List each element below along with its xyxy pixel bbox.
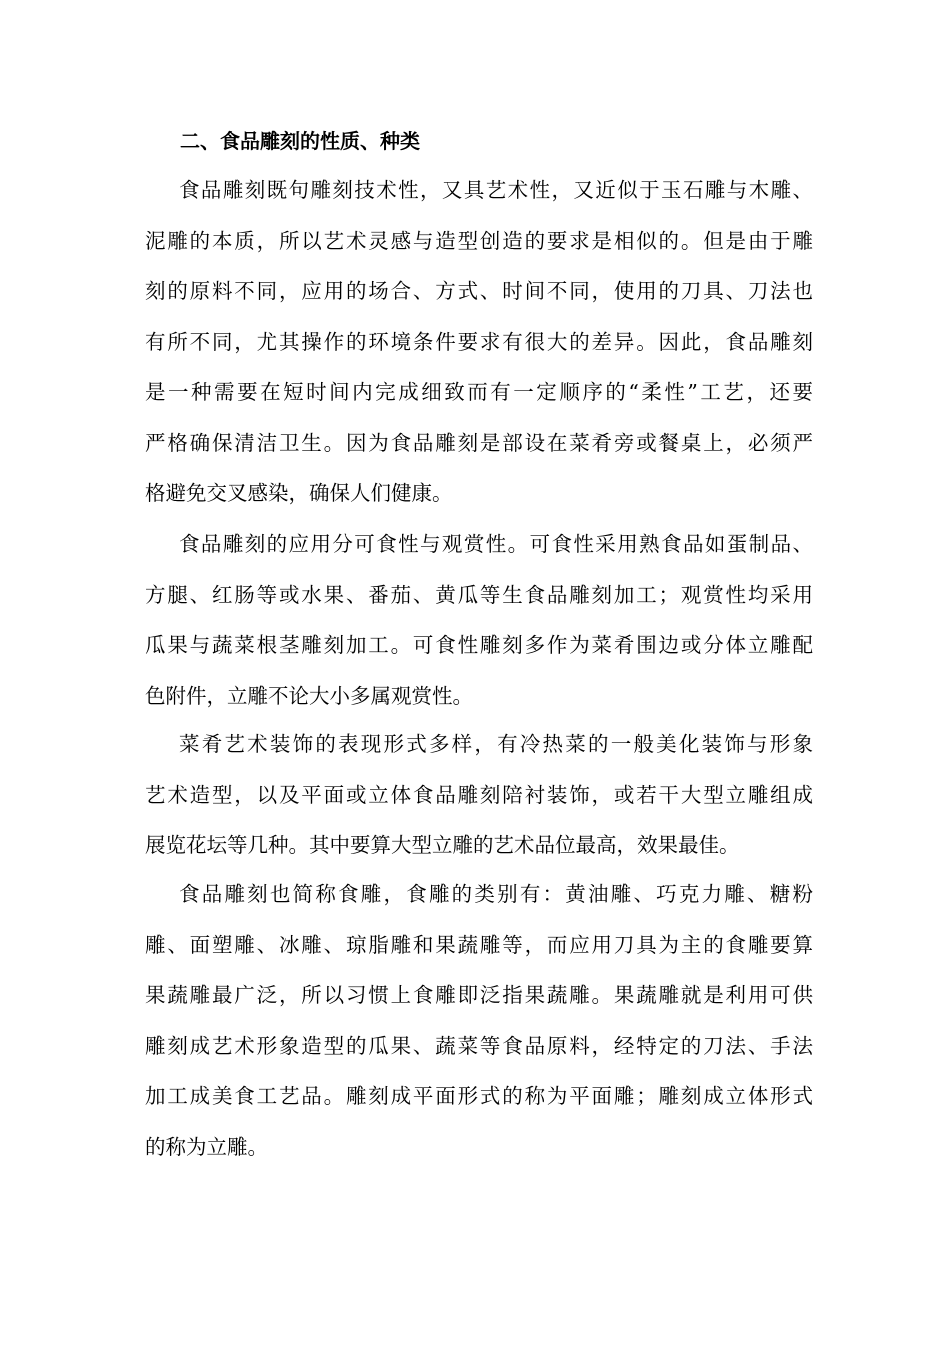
text-line: 的称为立雕。 <box>145 1134 268 1159</box>
paragraph-application <box>145 519 813 721</box>
text-line: 食品雕刻也简称食雕，食雕的类别有：黄油雕、巧克力雕、糖粉 <box>179 882 813 906</box>
text-line: 瓜果与蔬菜根茎雕刻加工。可食性雕刻多作为菜肴围边或分体立雕配 <box>145 633 813 657</box>
paragraph-forms <box>145 719 813 871</box>
text-line: 艺术造型，以及平面或立体食品雕刻陪衬装饰，或若干大型立雕组成 <box>145 782 813 807</box>
text-line: 色附件，立雕不论大小多属观赏性。 <box>145 683 473 708</box>
text-line: 方腿、红肠等或水果、番茄、黄瓜等生食品雕刻加工；观赏性均采用 <box>145 582 813 607</box>
text-line: 严格确保清洁卫生。因为食品雕刻是部设在菜肴旁或餐桌上，必须严 <box>145 430 813 455</box>
text-line: 有所不同，尤其操作的环境条件要求有很大的差异。因此，食品雕刻 <box>145 329 813 354</box>
text-line: 雕刻成艺术形象造型的瓜果、蔬菜等食品原料，经特定的刀法、手法 <box>145 1033 813 1058</box>
text-line: 泥雕的本质，所以艺术灵感与造型创造的要求是相似的。但是由于雕 <box>145 228 813 253</box>
text-line: 刻的原料不同，应用的场合、方式、时间不同，使用的刀具、刀法也 <box>145 279 813 303</box>
text-line: 雕、面塑雕、冰雕、琼脂雕和果蔬雕等，而应用刀具为主的食雕要算 <box>145 932 813 957</box>
text-line: 展览花坛等几种。其中要算大型立雕的艺术品位最高，效果最佳。 <box>145 833 740 857</box>
text-line: 是一种需要在短时间内完成细致而有一定顺序的“柔性”工艺，还要 <box>145 380 813 404</box>
paragraph-nature <box>145 165 813 519</box>
text-line: 果蔬雕最广泛，所以习惯上食雕即泛指果蔬雕。果蔬雕就是利用可供 <box>145 983 813 1007</box>
text-line: 格避免交叉感染，确保人们健康。 <box>145 481 453 505</box>
text-line: 食品雕刻既句雕刻技术性，又具艺术性，又近似于玉石雕与木雕、 <box>179 178 813 202</box>
section-heading: 二、食品雕刻的性质、种类 <box>180 129 420 153</box>
text-line: 加工成美食工艺品。雕刻成平面形式的称为平面雕；雕刻成立体形式 <box>145 1084 813 1108</box>
text-line: 菜肴艺术装饰的表现形式多样，有冷热菜的一般美化装饰与形象 <box>179 732 813 756</box>
text-line: 食品雕刻的应用分可食性与观赏性。可食性采用熟食品如蛋制品、 <box>179 532 813 556</box>
paragraph-categories <box>145 869 813 1172</box>
